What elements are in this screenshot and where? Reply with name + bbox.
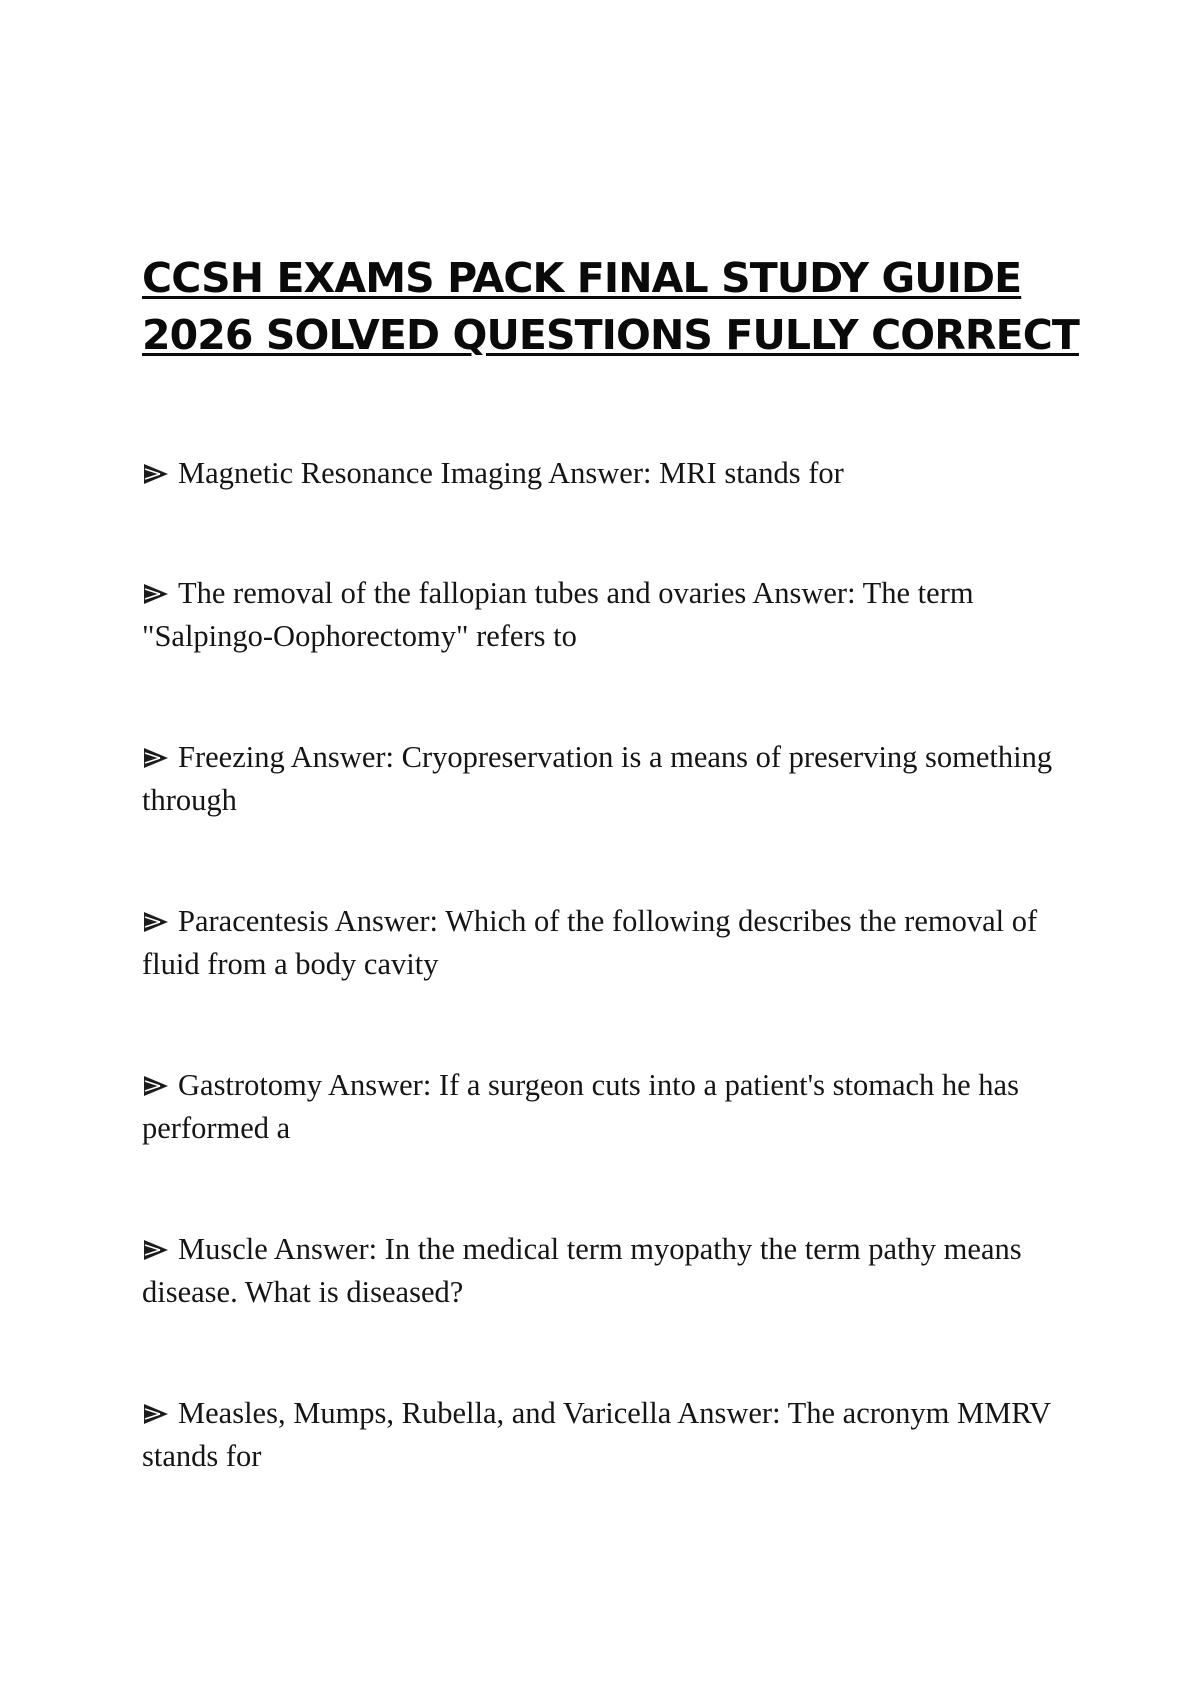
triple-arrow-bullet-icon xyxy=(142,910,170,934)
triple-arrow-bullet-icon xyxy=(142,1238,170,1262)
triple-arrow-bullet-icon xyxy=(142,746,170,770)
qa-list xyxy=(142,452,1062,1556)
qa-text: Freezing Answer: Cryopreservation is a means of preserving something through xyxy=(142,740,1053,817)
qa-text: Paracentesis Answer: Which of the following describes the removal of fluid from a body cavity xyxy=(142,904,1038,981)
qa-text: Gastrotomy Answer: If a surgeon cuts into a patient's stomach he has performed a xyxy=(142,1068,1019,1145)
triple-arrow-bullet-icon xyxy=(142,582,170,606)
qa-item xyxy=(142,452,1062,572)
document-title xyxy=(142,250,1082,364)
qa-item xyxy=(142,736,1062,900)
qa-item xyxy=(142,1064,1062,1228)
qa-text: The removal of the fallopian tubes and ovaries Answer: The term "Salpingo-Oophorectomy" refers to xyxy=(142,576,974,653)
qa-text: Magnetic Resonance Imaging Answer: MRI stands for xyxy=(178,456,844,490)
title-line-1: CCSH EXAMS PACK FINAL STUDY GUIDE xyxy=(142,254,1022,302)
qa-item xyxy=(142,900,1062,1064)
triple-arrow-bullet-icon xyxy=(142,1074,170,1098)
triple-arrow-bullet-icon xyxy=(142,462,170,486)
title-line-2: 2026 SOLVED QUESTIONS FULLY CORRECT xyxy=(142,311,1079,359)
triple-arrow-bullet-icon xyxy=(142,1402,170,1426)
qa-text: Measles, Mumps, Rubella, and Varicella Answer: The acronym MMRV stands for xyxy=(142,1396,1051,1473)
qa-text: Muscle Answer: In the medical term myopathy the term pathy means disease. What is diseased? xyxy=(142,1232,1022,1309)
qa-item xyxy=(142,1392,1062,1556)
qa-item xyxy=(142,1228,1062,1392)
qa-item xyxy=(142,572,1062,736)
